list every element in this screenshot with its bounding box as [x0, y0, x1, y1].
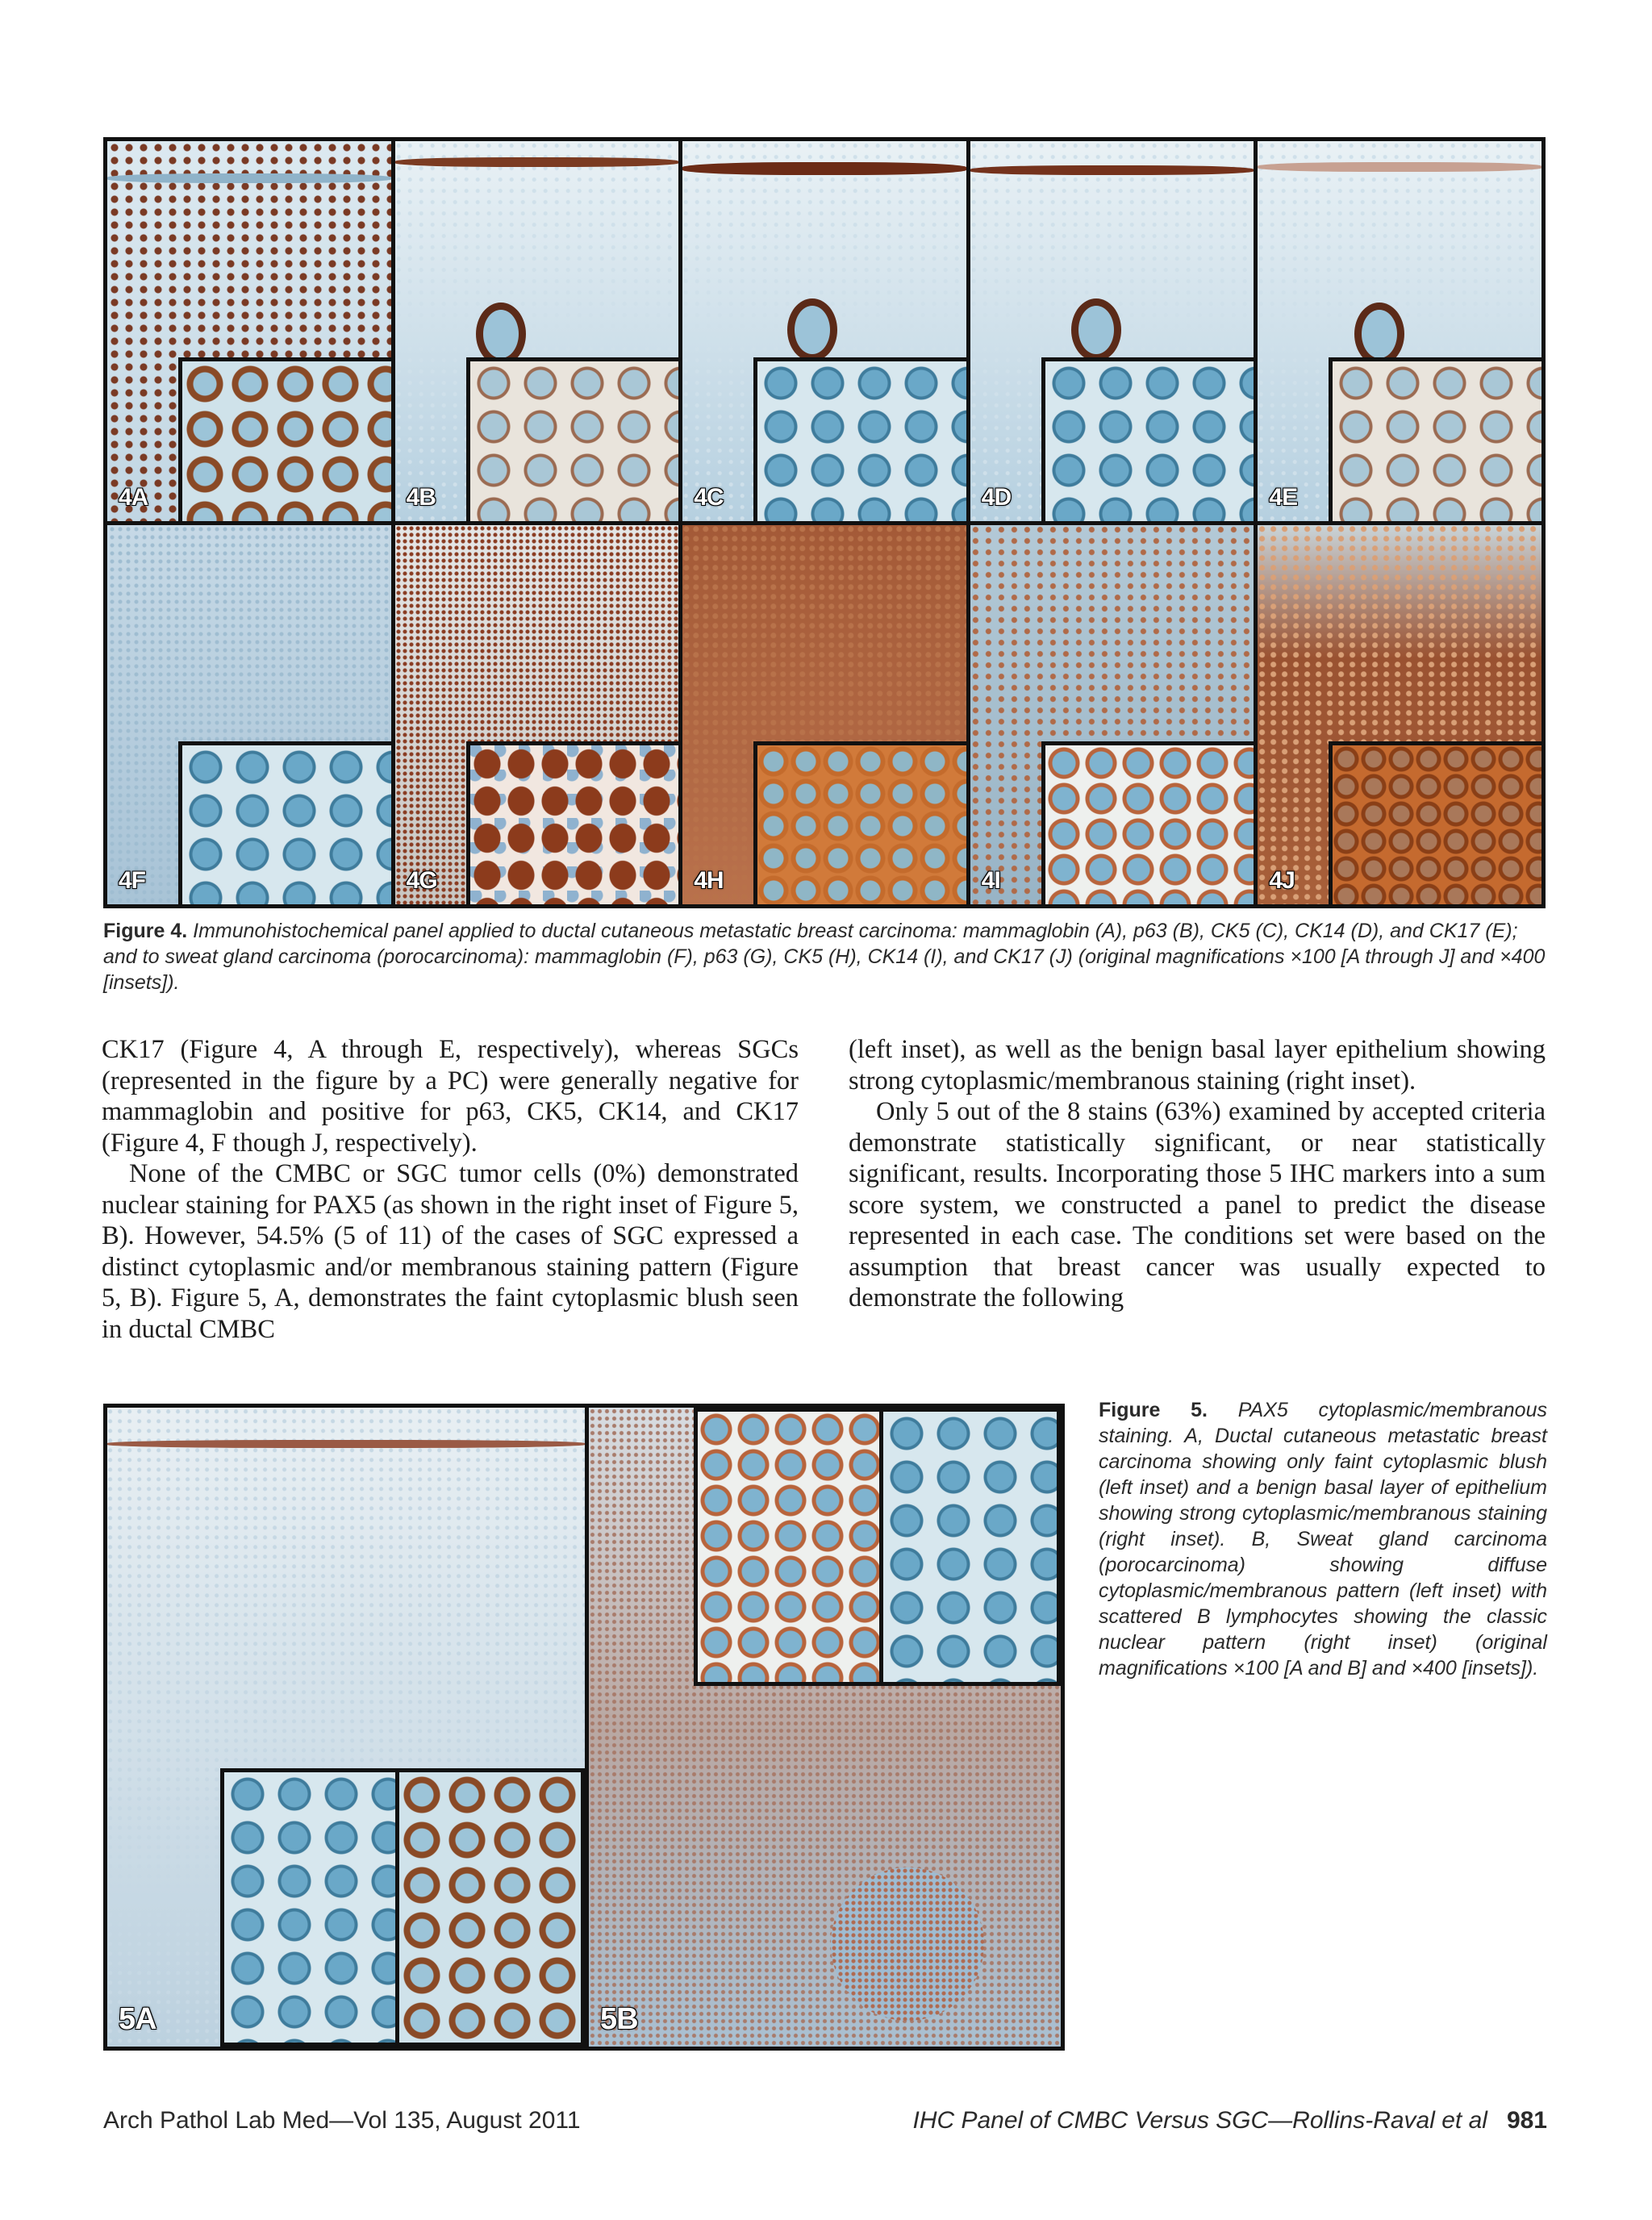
epidermis — [970, 165, 1254, 175]
panel-label: 4H — [694, 867, 724, 894]
inset-4f — [178, 741, 391, 904]
panel-label: 5B — [600, 2002, 638, 2036]
panel-4d — [970, 141, 1254, 521]
inset-5a-right — [395, 1768, 585, 2047]
panel-4e — [1258, 141, 1541, 521]
panel-label: 4A — [119, 483, 148, 511]
panel-4b — [395, 141, 679, 521]
inset-4d — [1041, 357, 1254, 520]
panel-5b — [589, 1408, 1061, 2047]
panel-label: 4B — [406, 483, 436, 511]
panel-4f — [107, 525, 391, 905]
page-number: 981 — [1506, 2107, 1547, 2134]
paragraph: None of the CMBC or SGC tumor cells (0%) demonstrated nuclear staining for PAX5 (as shown in the right inset of Figure 5, B). However, 54.5% (5 of 11) of the cases of SGC expressed a distinct cytoplasmic and/or membranous staining pattern (Figure 5, B). Figure 5, A, demonstrates the faint cytoplasmic blush seen in ductal CMBC — [102, 1159, 799, 1344]
panel-label: 4C — [694, 483, 724, 511]
text-column-right — [849, 1034, 1546, 1314]
inset-5b-right — [879, 1408, 1061, 1686]
paragraph: (left inset), as well as the benign basal layer epithelium showing strong cytoplasmic/membranous staining (right inset). — [849, 1035, 1546, 1095]
text-column-left — [102, 1034, 799, 1345]
panel-label: 4E — [1269, 483, 1298, 511]
epidermis — [107, 1440, 585, 1448]
epidermis — [1258, 162, 1541, 172]
inset-5b-left — [694, 1408, 883, 1686]
footer-journal: Arch Pathol Lab Med—Vol 135, August 2011 — [103, 2107, 581, 2134]
hair-follicle — [476, 303, 526, 365]
panel-4a — [107, 141, 391, 521]
panel-4c — [682, 141, 966, 521]
inset-4i — [1041, 741, 1254, 904]
figure-4-caption-title: Figure 4. — [103, 920, 188, 942]
panel-label: 4F — [119, 867, 146, 894]
figure-5-caption — [1099, 1397, 1547, 1681]
panel-4i — [970, 525, 1254, 905]
epidermis — [395, 157, 679, 167]
figure-4-caption-text: Immunohistochemical panel applied to ductal cutaneous metastatic breast carcinoma: mammaglobin (A), p63 (B), CK5 (C), CK14 (D), and CK17 (E); and to sweat gland carcinoma (porocarcinoma): mammaglobin (F), p63 (G), CK5 (H), CK14 (I), and CK17 (J) (original magnifications ×100 [A through J] and ×400 [insets]). — [103, 920, 1546, 994]
paragraph: CK17 (Figure 4, A through E, respectively), whereas SGCs (represented in the figure by a PC) were generally negative for mammaglobin and positive for p63, CK5, CK14, and CK17 (Figure 4, F though J, respectively). — [102, 1035, 799, 1158]
inset-4g — [466, 741, 679, 904]
figure-5 — [103, 1404, 1065, 2051]
figure-5-caption-title: Figure 5. — [1099, 1399, 1208, 1421]
panel-4j — [1258, 525, 1541, 905]
running-title: IHC Panel of CMBC Versus SGC—Rollins-Raval et al — [912, 2107, 1487, 2134]
panel-4g — [395, 525, 679, 905]
figure-4 — [103, 137, 1546, 908]
inset-4b — [466, 357, 679, 520]
paragraph: Only 5 out of the 8 stains (63%) examined by accepted criteria demonstrate statistically significant, or near statistically significant, results. Incorporating those 5 IHC markers into a sum score system, we constructed a panel to predict the disease represented in each case. The conditions set were based on the assumption that breast cancer was usually expected to demonstrate the following — [849, 1097, 1546, 1312]
inset-4c — [753, 357, 966, 520]
panel-label: 4J — [1269, 867, 1295, 894]
hair-follicle — [1071, 298, 1121, 361]
epidermis — [682, 162, 966, 175]
panel-label: 4I — [981, 867, 1000, 894]
panel-label: 4G — [406, 867, 437, 894]
inset-4j — [1329, 741, 1541, 904]
inset-4e — [1329, 357, 1541, 520]
panel-4h — [682, 525, 966, 905]
hair-follicle — [1354, 303, 1404, 365]
inset-4h — [753, 741, 966, 904]
inset-4a — [178, 357, 391, 520]
footer-running-head — [912, 2107, 1547, 2134]
lymphoid-follicle — [831, 1867, 984, 2021]
panel-label: 5A — [119, 2002, 156, 2036]
figure-4-caption — [103, 918, 1547, 995]
epidermis — [107, 173, 391, 183]
inset-5a-left — [220, 1768, 399, 2047]
panel-label: 4D — [981, 483, 1012, 511]
hair-follicle — [787, 298, 837, 361]
figure-5-caption-text: PAX5 cytoplasmic/membranous staining. A, Ductal cutaneous metastatic breast carcinoma showing only faint cytoplasmic blush (left inset) and a benign basal layer of epithelium showing strong cytoplasmic/membranous staining (right inset). B, Sweat gland carcinoma (porocarcinoma) showing diffuse cytoplasmic/membranous pattern (left inset) with scattered B lymphocytes showing the classic nuclear pattern (right inset) (original magnifications ×100 [A and B] and ×400 [insets]). — [1099, 1399, 1547, 1680]
panel-5a — [107, 1408, 585, 2047]
